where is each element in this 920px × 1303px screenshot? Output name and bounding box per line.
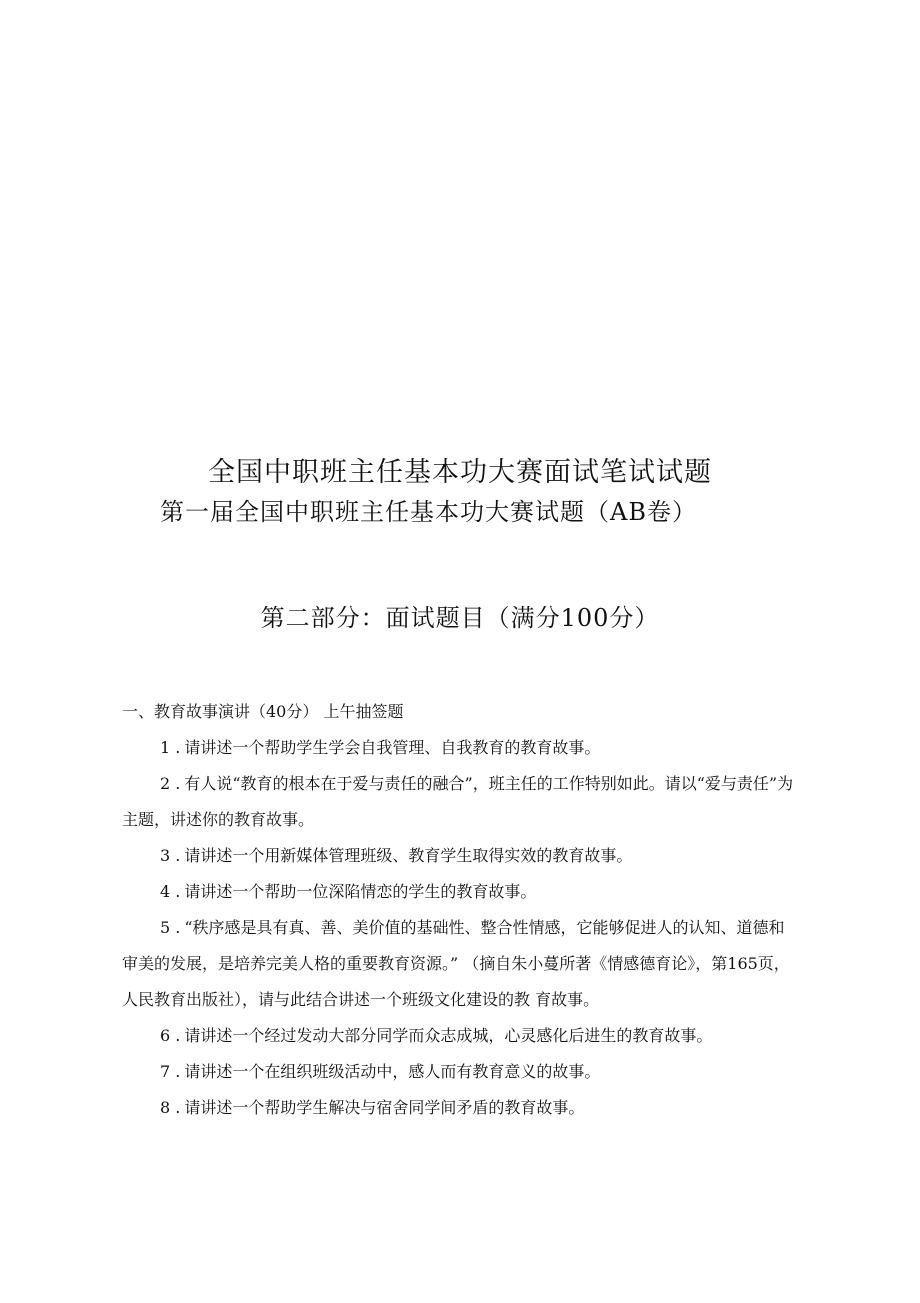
question-number: 3 . (160, 846, 181, 865)
section-heading: 一、教育故事演讲（40分） 上午抽签题 (122, 702, 404, 721)
question-text: 请讲述一个用新媒体管理班级、教育学生取得实效的教育故事。 (184, 846, 633, 865)
question-text: 请讲述一个经过发动大部分同学而众志成城，心灵感化后进生的教育故事。 (184, 1026, 713, 1045)
question-number: 1 . (160, 738, 181, 757)
document-subtitle: 第一届全国中职班主任基本功大赛试题（AB卷） (160, 498, 697, 526)
question-item (122, 730, 794, 766)
question-number: 4 . (160, 882, 181, 901)
question-item (122, 1054, 794, 1090)
question-text: 请讲述一个帮助学生解决与宿舍同学间矛盾的教育故事。 (184, 1098, 585, 1117)
question-text: 请讲述一个帮助一位深陷情恋的学生的教育故事。 (184, 882, 537, 901)
question-text: 请讲述一个帮助学生学会自我管理、自我教育的教育故事。 (184, 738, 601, 757)
question-number: 2 . (160, 774, 181, 793)
document-title: 全国中职班主任基本功大赛面试笔试试题 (208, 457, 712, 488)
question-item (122, 838, 794, 874)
question-text: 请讲述一个在组织班级活动中，感人而有教育意义的故事。 (184, 1062, 601, 1081)
question-item (122, 910, 794, 1018)
question-number: 5 . (160, 918, 181, 937)
question-section (122, 694, 794, 1126)
part-heading: 第二部分：面试题目（满分100分） (260, 604, 660, 632)
question-number: 7 . (160, 1062, 181, 1081)
question-text: 有人说“教育的根本在于爱与责任的融合”，班主任的工作特别如此。请以“爱与责任”为主题，讲述你的教育故事。 (122, 774, 794, 829)
question-item (122, 1018, 794, 1054)
question-item (122, 1090, 794, 1126)
question-number: 6 . (160, 1026, 181, 1045)
question-item (122, 874, 794, 910)
question-item (122, 766, 794, 838)
question-text: “秩序感是具有真、善、美价值的基础性、整合性情感，它能够促进人的认知、道德和审美的发展，是培养完美人格的重要教育资源。” （摘自朱小蔓所著《情感德育论》，第165页，人民教育出版社），请与此结合讲述一个班级文化建设的教 育故事。 (122, 918, 790, 1009)
question-number: 8 . (160, 1098, 181, 1117)
